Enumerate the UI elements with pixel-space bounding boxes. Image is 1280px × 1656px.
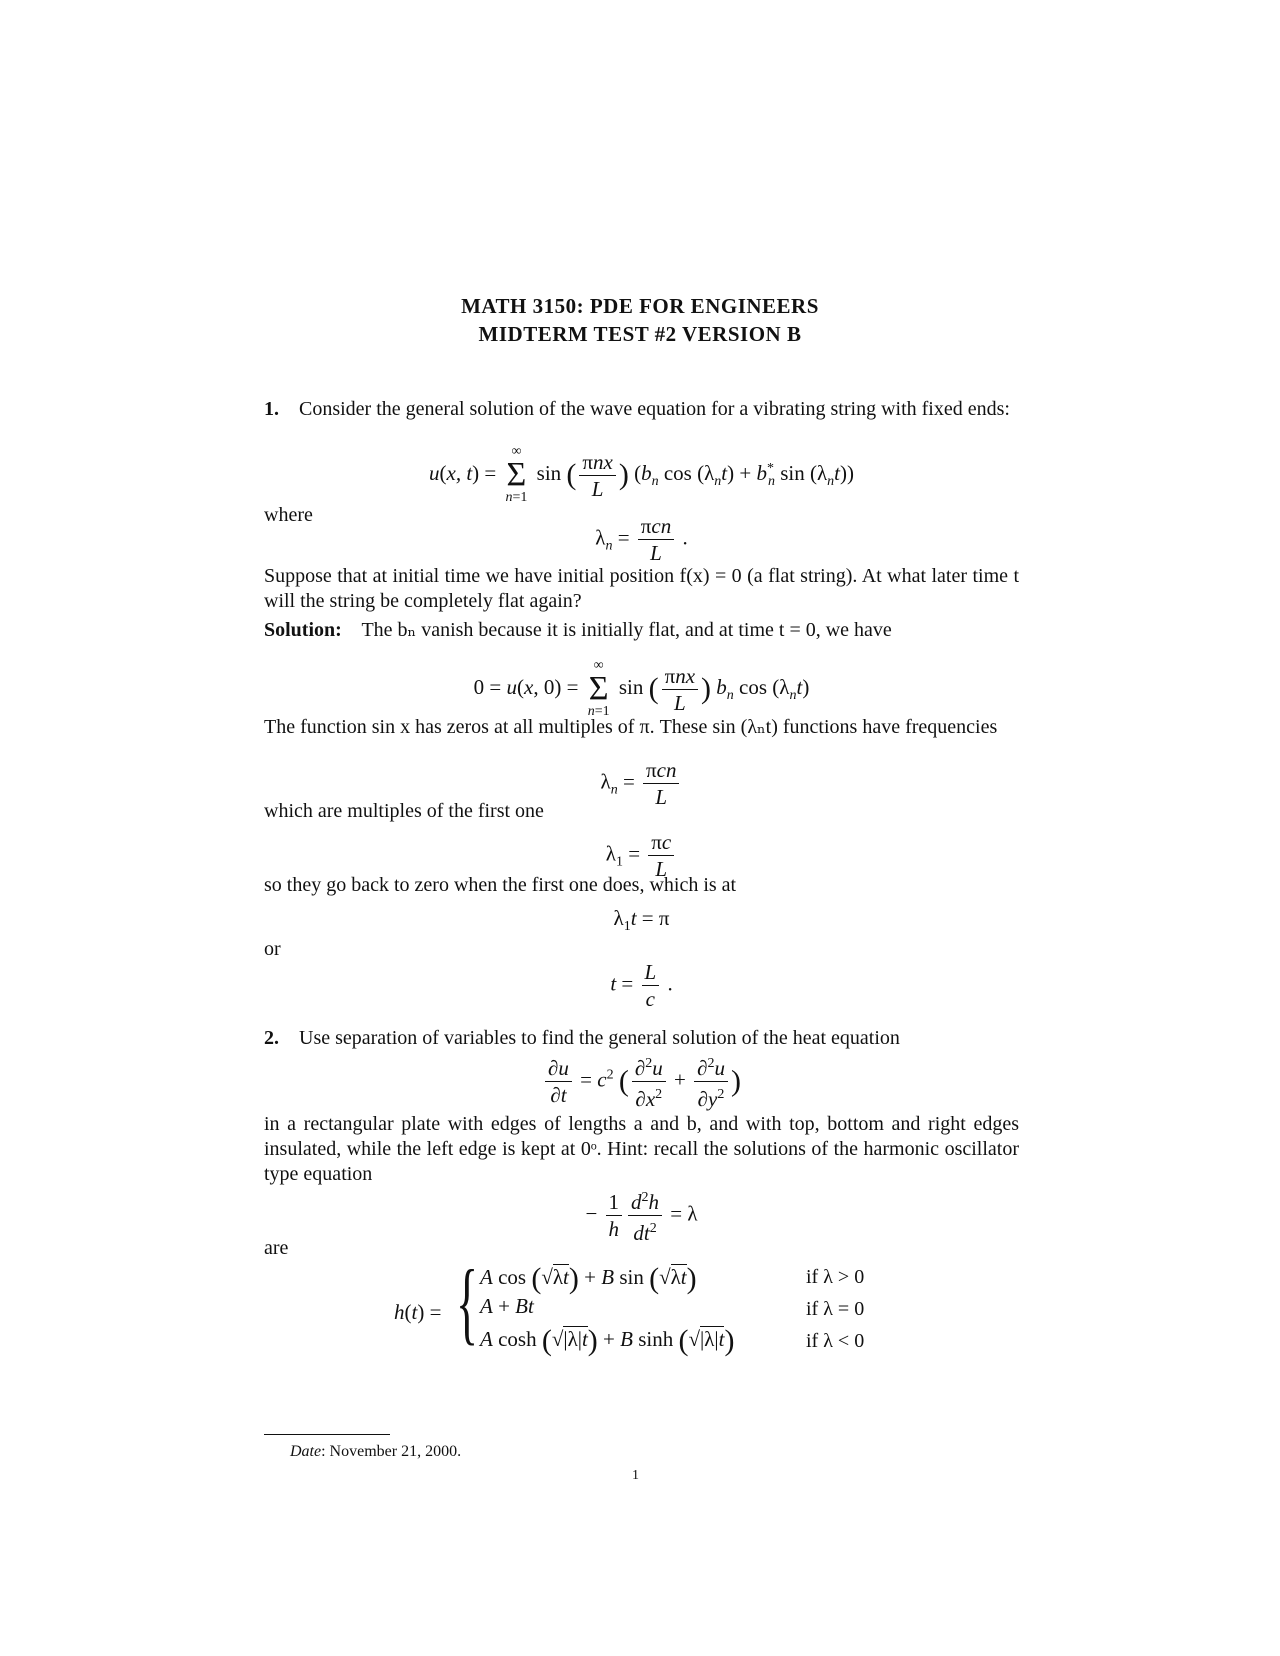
case-2-expression: A + Bt — [480, 1294, 534, 1318]
solution-paragraph — [264, 618, 1019, 643]
lambda-t-pi-equation: $\lambda_1t = \pi$ — [613, 906, 670, 935]
multiples-text: which are multiples of the first one — [264, 800, 544, 822]
heat-equation: $\frac{\partial u}{\partial t}$ = $c^2$ ( $\frac{\partial^2u}{\partial x^2}$ + $\frac{\partial^2u}{\partial y^2}$ ) — [264, 1052, 1019, 1111]
or-label: or — [264, 938, 281, 960]
problem-1-intro-text: Consider the general solution of the wave equation for a vibrating string with fixed ends: — [299, 398, 1010, 420]
page-number: 1 — [632, 1468, 639, 1483]
oscillator-equation: − $\frac{1}{h}$ $\frac{d^2h}{dt^2}$ = λ — [264, 1186, 1019, 1245]
problem-1-intro — [264, 397, 1019, 422]
date-value: : November 21, 2000. — [321, 1443, 462, 1460]
wave-solution-equation: u(x, t) = ∞ Σ n=1 sin ( $\frac{\text{πnx}}{L}$ ) ($b_n$ $\cos (\lambda_nt) + b^*_n$ $\sin (\lambda_nt)$) — [429, 444, 854, 505]
back-to-zero-text: so they go back to zero when the first one does, which is at — [264, 874, 737, 896]
case-3-expression: A cosh (√|λ|t) + B sinh (√|λ|t) — [480, 1324, 735, 1357]
plate-paragraph: in a rectangular plate with edges of lengths a and b, and with top, bottom and right edges insulated, while the left edge is kept at 0ᵒ. Hint: recall the solutions of the harmonic oscillator type equation — [264, 1113, 1019, 1185]
case-1-condition: if λ > 0 — [806, 1266, 865, 1288]
cases-brace: { — [456, 1251, 479, 1353]
date-label: Date — [290, 1443, 322, 1460]
problem-1-number: 1. — [264, 398, 279, 420]
are-label: are — [264, 1237, 289, 1259]
case-3-condition: if λ < 0 — [806, 1330, 865, 1352]
title-line-2: MIDTERM TEST #2 VERSION B — [478, 322, 802, 346]
where-label: where — [264, 504, 313, 526]
initial-condition-equation: 0 = u(x, 0) = ∞ Σ n=1 sin ( $\frac{\text{πnx}}{L}$ ) $b_n$ $\cos (\lambda_nt)$ — [473, 658, 810, 719]
footnote-date — [290, 1443, 461, 1461]
solution-text: The bₙ vanish because it is initially flat, and at time t = 0, we have — [361, 619, 892, 641]
footnote-rule — [264, 1434, 390, 1435]
case-1-expression: A cos (√λt) + B sin (√λt) — [480, 1262, 697, 1295]
frequency-equation: $\lambda_n$ = $\frac{\text{πcn}}{L}$ — [264, 758, 1019, 809]
h-of-t-label: h(t) = — [394, 1300, 442, 1324]
solution-label: Solution: — [264, 619, 342, 641]
problem-2-number: 2. — [264, 1027, 279, 1049]
zeros-paragraph: The function sin x has zeros at all multiples of π. These sin (λₙt) functions have frequencies — [264, 716, 998, 738]
case-2-condition: if λ = 0 — [806, 1298, 865, 1320]
lambda-n-definition: $\lambda_n$ = $\frac{\text{πcn}}{L}$ . — [595, 514, 688, 565]
lambda-1-equation: $\lambda_1$ = $\frac{\pi c}{L}$ — [264, 830, 1019, 881]
problem-2-intro — [264, 1026, 1019, 1051]
problem-1-question: Suppose that at initial time we have initial position f(x) = 0 (a flat string). At what later time t will the string be completely flat again? — [264, 565, 1019, 612]
title-line-1: MATH 3150: PDE FOR ENGINEERS — [461, 294, 819, 318]
problem-2-intro-text: Use separation of variables to find the general solution of the heat equation — [299, 1027, 900, 1049]
time-result-equation: t = $\frac{L}{c}$ . — [610, 960, 673, 1011]
